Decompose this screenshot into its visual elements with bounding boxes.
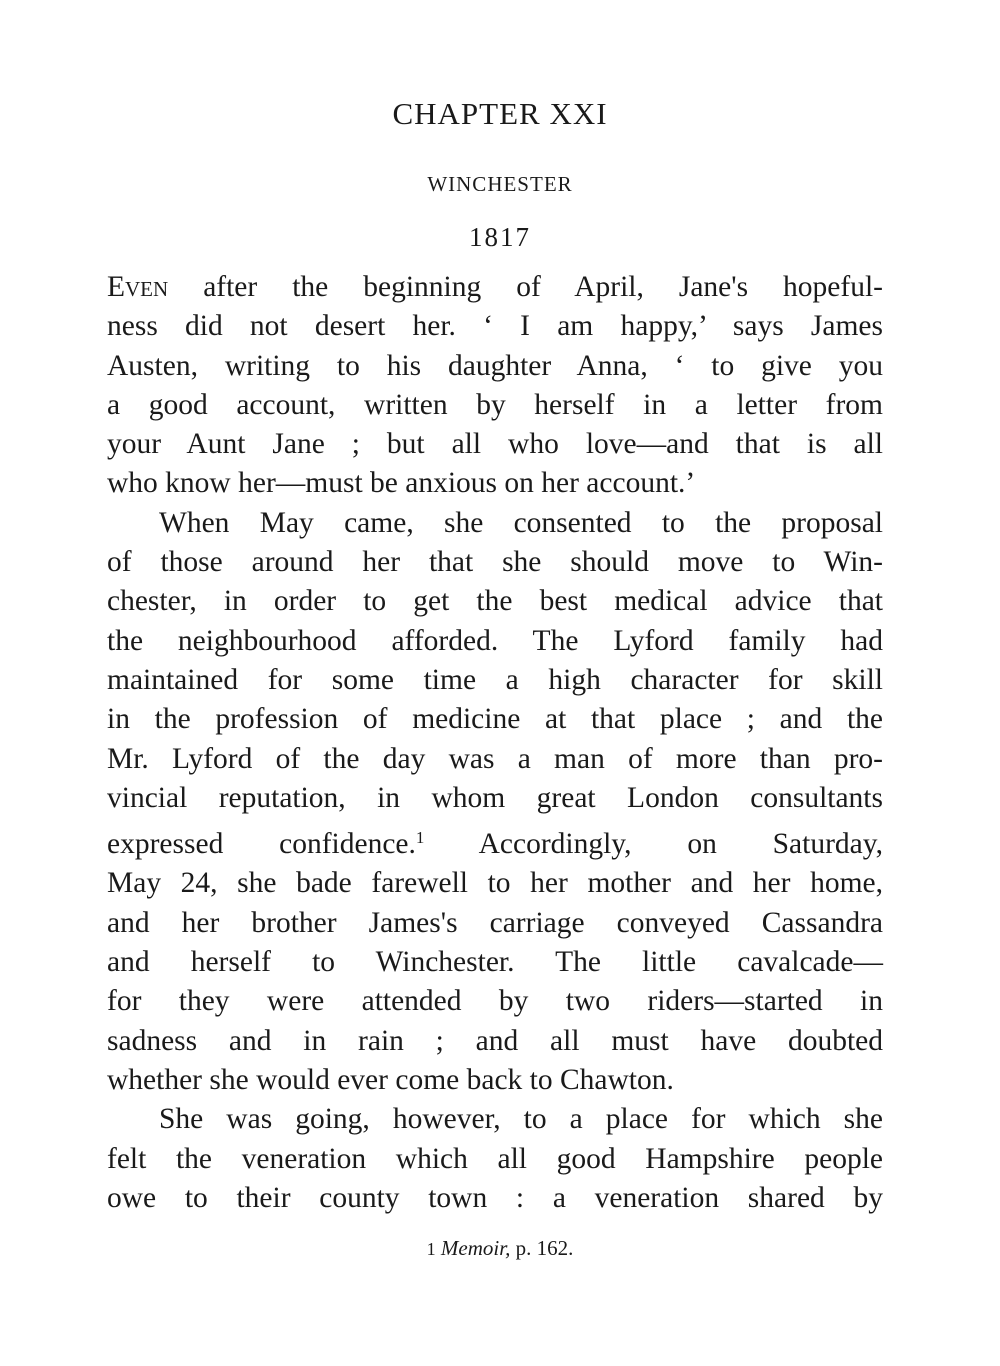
text-line: owe to their county town : a veneration shared by [107,1181,883,1214]
paragraph-1 [107,268,883,504]
text-line: maintained for some time a high character for skill [107,663,883,696]
text-line: and her brother James's carriage conveyed Cassandra [107,906,883,939]
text-line: chester, in order to get the best medical advice that [107,585,883,618]
text-line: sadness and in rain ; and all must have doubted [107,1024,883,1057]
text-segment: after the beginning of April, Jane's hopeful- [168,271,883,303]
text-line: May 24, she bade farewell to her mother and her home, [107,867,883,900]
footnote-source-title: Memoir, [440,1236,511,1260]
body-text [107,268,883,1218]
paragraph-2 [107,504,883,1100]
text-line: your Aunt Jane ; but all who love—and that is all [107,428,883,461]
text-line: vincial reputation, in whom great London consultants [107,781,883,814]
text-line: ness did not desert her. ‘ I am happy,’ says James [107,310,883,343]
text-line: of those around her that she should move to Win- [107,546,883,579]
footnote-page: p. 162. [510,1236,574,1260]
text-line: who know her—must be anxious on her account.’ [107,467,696,500]
text-line: She was going, however, to a place for which she [159,1103,883,1136]
text-segment: Accordingly, on Saturday, [424,828,883,861]
text-line: and herself to Winchester. The little cavalcade— [107,946,883,979]
footnote-reference[interactable]: 1 [415,828,425,848]
chapter-subtitle: WINCHESTER [427,172,573,196]
text-line: When May came, she consented to the proposal [159,506,883,539]
text-line: the neighbourhood afforded. The Lyford family had [107,624,883,657]
text-line [107,818,883,864]
text-line: whether she would ever come back to Chawton. [107,1063,674,1096]
text-line: Mr. Lyford of the day was a man of more than pro- [107,742,883,775]
text-line: felt the veneration which all good Hampshire people [107,1142,883,1175]
footnote-marker: 1 [426,1239,436,1259]
text-segment: expressed confidence. [107,828,416,861]
chapter-year: 1817 [469,222,531,252]
chapter-title: CHAPTER XXI [392,96,608,131]
opening-word: Even [107,271,169,303]
text-line: in the profession of medicine at that place ; and the [107,703,883,736]
paragraph-3 [107,1100,883,1218]
text-line [107,268,883,307]
footnote [0,1236,1000,1261]
text-line: for they were attended by two riders—started in [107,985,883,1018]
text-line: Austen, writing to his daughter Anna, ‘ to give you [107,349,883,382]
text-line: a good account, written by herself in a letter from [107,388,883,421]
